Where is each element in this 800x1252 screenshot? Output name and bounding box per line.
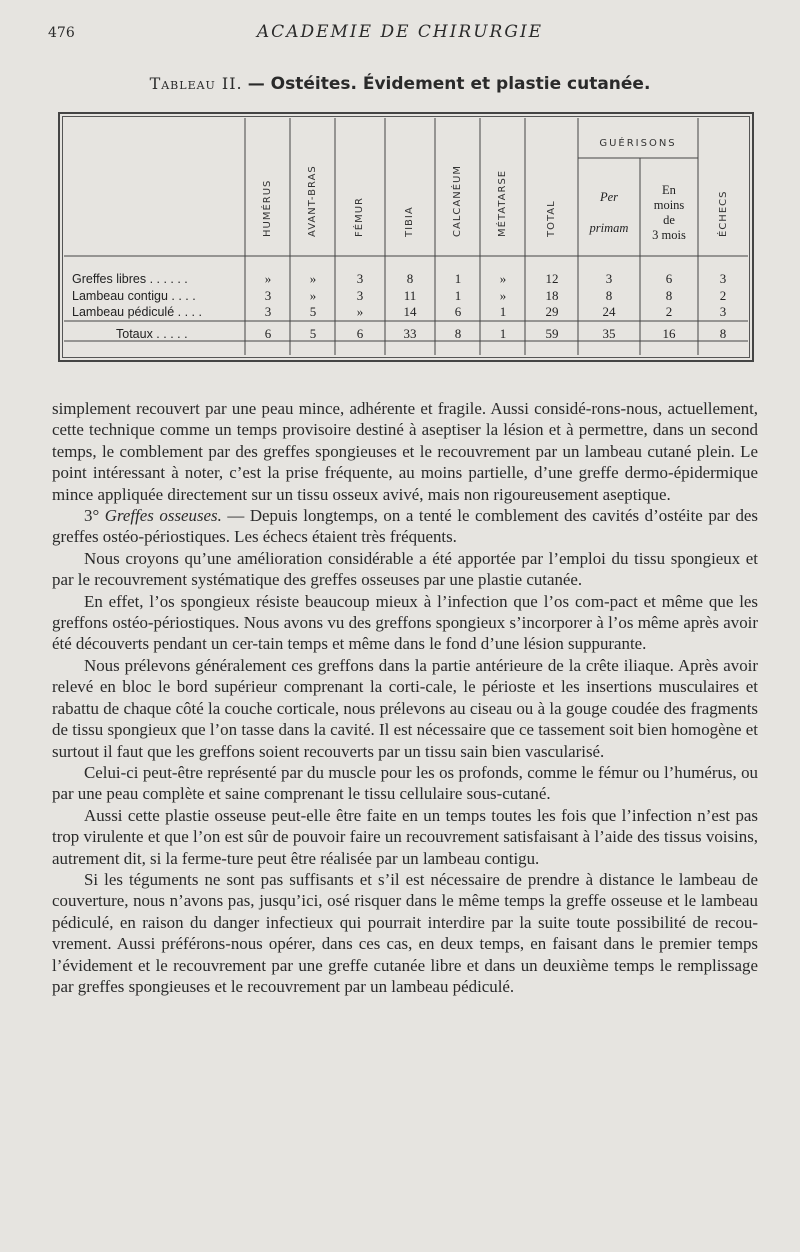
table-cell: »: [309, 288, 317, 303]
table-cell: 1: [499, 304, 507, 319]
table-cell: 18: [545, 288, 559, 303]
totals-cell: 16: [662, 326, 676, 341]
row-label: Lambeau contigu . . . .: [72, 289, 196, 303]
moins-3-mois-line-3: de: [663, 213, 675, 227]
running-title: ACADEMIE DE CHIRURGIE: [256, 22, 544, 42]
page-number: 476: [48, 25, 75, 41]
results-table: [0, 0, 800, 400]
table-caption-title: — Ostéites. Évidement et plastie cutanée.: [247, 74, 651, 94]
table-cell: 1: [454, 271, 462, 286]
col-header-humerus: HUMÉRUS: [262, 179, 273, 237]
table-cell: 3: [356, 271, 364, 286]
row-label: Greffes libres . . . . . .: [72, 272, 188, 286]
table-cell: 1: [454, 288, 462, 303]
section-subheading: Greffes osseuses.: [104, 506, 222, 526]
moins-3-mois-line-2: moins: [653, 198, 685, 212]
moins-3-mois-line-4: 3 mois: [652, 228, 686, 242]
col-header-metatarse: MÉTATARSE: [497, 169, 508, 237]
table-cell: 3: [719, 304, 727, 319]
col-header-echecs: ÉCHECS: [718, 190, 729, 237]
table-cell: 12: [545, 271, 559, 286]
per-primam-line-1: Per: [599, 190, 619, 204]
totals-cell: 1: [499, 326, 507, 341]
totals-cell: 8: [719, 326, 727, 341]
table-cell: »: [264, 271, 272, 286]
table-cell: 6: [665, 271, 673, 286]
totals-cell: 8: [454, 326, 462, 341]
paragraph: Aussi cette plastie osseuse peut-elle être faite en un temps toutes les fois que l’infection n’est pas trop virulente et que l’on est sûr de pouvoir faire un recouvrement satisfaisant à l’aide des tissus voisins, autrement dit, si la ferme-ture peut être réalisée par un lambeau contigu.: [52, 805, 758, 868]
table-cell: 3: [356, 288, 364, 303]
table-cell: 8: [406, 271, 414, 286]
table-cell: 11: [403, 288, 417, 303]
table-cell: »: [309, 271, 317, 286]
table-cell: »: [499, 271, 507, 286]
table-cell: 2: [719, 288, 727, 303]
table-cell: 3: [264, 304, 272, 319]
paragraph: Nous prélevons généralement ces greffons dans la partie antérieure de la crête iliaque. Après avoir relevé en bloc le bord supérieur comprenant la corti-cale, le périoste et les insertions musculaires et rabattu de chaque côté la couche corticale, nous prélevons au ciseau ou à la gouge coudée des fragments de tissu spongieux que l’on tasse dans la cavité. Il est nécessaire que ce tassement soit bien homogène et surtout il faut que les greffons soient recouverts par un tissu sain bien vascularisé.: [52, 655, 758, 761]
paragraph: 3° Greffes osseuses. — Depuis longtemps, on a tenté le comblement des cavités d’ostéite par des greffes ostéo-périostiques. Les échecs étaient très fréquents.: [52, 506, 758, 547]
table-cell: 3: [719, 271, 727, 286]
per-primam-line-2: primam: [589, 221, 629, 235]
table-cell: 2: [665, 304, 673, 319]
table-cell: 29: [545, 304, 559, 319]
col-header-calcaneum: CALCANÉUM: [452, 165, 463, 237]
paragraph: simplement recouvert par une peau mince, adhérente et fragile. Aussi considé-rons-nous, actuellement, cette technique comme un temps provisoire destiné à aseptiser la lésion et à permettre, dans un second temps, le comblement par des greffes spongieuses et le recouvrement par un lambeau cutané plein. Le point intéressant à noter, c’est la prise fréquente, au moins partielle, d’une greffe dermo-épidermique mince appliquée directement sur un tissu osseux avivé, mais non rigoureusement aseptique.: [52, 399, 758, 504]
body-text: [52, 398, 758, 997]
totals-cell: 59: [545, 326, 559, 341]
table-cell: 8: [605, 288, 613, 303]
row-label: Lambeau pédiculé . . . .: [72, 305, 202, 319]
table-cell: 14: [403, 304, 417, 319]
paragraph: En effet, l’os spongieux résiste beaucoup mieux à l’infection que l’os com-pact et même que les greffons ostéo-périostiques. Nous avons vu des greffons spongieux s’incorporer à l’os même après avoir été découverts pendant un cer-tain temps et même dans le fond d’une lésion suppurante.: [52, 591, 758, 654]
table-cell: »: [356, 304, 364, 319]
table-cell: 3: [264, 288, 272, 303]
table-caption-label: Tableau II.: [149, 74, 243, 93]
totals-cell: 33: [403, 326, 417, 341]
table-cell: 24: [602, 304, 616, 319]
table-body: [72, 271, 726, 341]
totals-label: Totaux . . . . .: [116, 327, 188, 341]
table-cell: »: [499, 288, 507, 303]
paragraph: Celui-ci peut-être représenté par du muscle pour les os profonds, comme le fémur ou l’humérus, ou par une peau complète et saine comprenant le tissu cellulaire sous-cutané.: [52, 762, 758, 804]
col-header-total: TOTAL: [546, 200, 557, 237]
col-header-tibia: TIBIA: [404, 206, 415, 237]
moins-3-mois-line-1: En: [662, 183, 676, 197]
table-cell: 5: [309, 304, 317, 319]
table-cell: 6: [454, 304, 462, 319]
col-header-femur: FÉMUR: [354, 197, 365, 237]
guerisons-header: GUÉRISONS: [599, 138, 677, 149]
totals-cell: 6: [264, 326, 272, 341]
paragraph: Si les téguments ne sont pas suffisants et s’il est nécessaire de prendre à distance le lambeau de couverture, nous n’avons pas, jusqu’ici, osé risquer dans le même temps la greffe osseuse et le lambeau pédiculé, en raison du danger infectieux qui pourrait interdire par la suite toute possibilité de recou-vrement. Aussi préférons-nous opérer, dans ces cas, en deux temps, en faisant dans le premier temps l’évidement et le recouvrement par une greffe cutanée libre et dans un deuxième temps le remplissage par greffes spongieuses et le recouvrement par un lambeau pédiculé.: [52, 869, 758, 996]
paragraph: Nous croyons qu’une amélioration considérable a été apportée par l’emploi du tissu spongieux et par le recouvrement systématique des greffes osseuses par une plastie cutanée.: [52, 548, 758, 590]
totals-cell: 6: [356, 326, 364, 341]
totals-cell: 35: [602, 326, 616, 341]
col-header-avant-bras: AVANT-BRAS: [307, 165, 318, 237]
totals-cell: 5: [309, 326, 317, 341]
table-cell: 8: [665, 288, 673, 303]
table-cell: 3: [605, 271, 613, 286]
